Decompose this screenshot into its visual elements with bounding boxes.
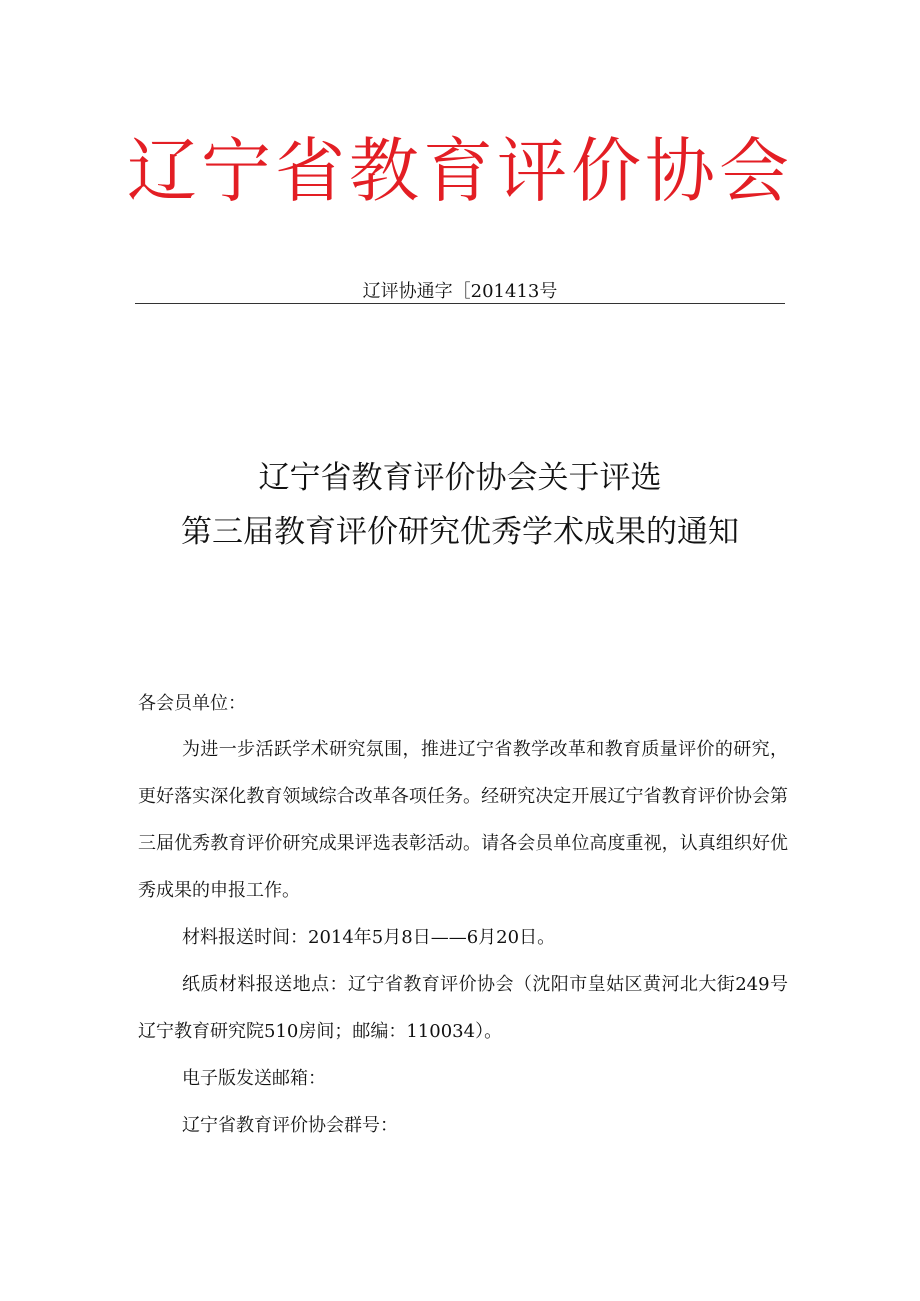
- paragraph-intro: 为进一步活跃学术研究氛围，推进辽宁省教学改革和教育质量评价的研究，更好落实深化教育领域综合改革各项任务。经研究决定开展辽宁省教育评价协会第三届优秀教育评价研究成果评选表彰活动。请各会员单位高度重视，认真组织好优秀成果的申报工作。: [138, 739, 788, 901]
- document-number: 辽评协通字［201413号: [362, 281, 558, 302]
- header-divider: [135, 303, 785, 304]
- notice-title-line-1: 辽宁省教育评价协会关于评选: [258, 460, 662, 496]
- salutation: 各会员单位：: [138, 693, 246, 714]
- notice-title-line-2: 第三届教育评价研究优秀学术成果的通知: [181, 514, 739, 550]
- paragraph-group-number: 辽宁省教育评价协会群号：: [182, 1115, 398, 1136]
- paragraph-submission-address: 纸质材料报送地点：辽宁省教育评价协会（沈阳市皇姑区黄河北大街249号辽宁教育研究院510房间；邮编：110034）。: [138, 974, 788, 1042]
- paragraph-email: 电子版发送邮箱：: [182, 1068, 326, 1089]
- paragraph-submission-time: 材料报送时间：2014年5月8日——6月20日。: [182, 927, 556, 948]
- org-letterhead-title: 辽宁省教育评价协会: [127, 130, 793, 212]
